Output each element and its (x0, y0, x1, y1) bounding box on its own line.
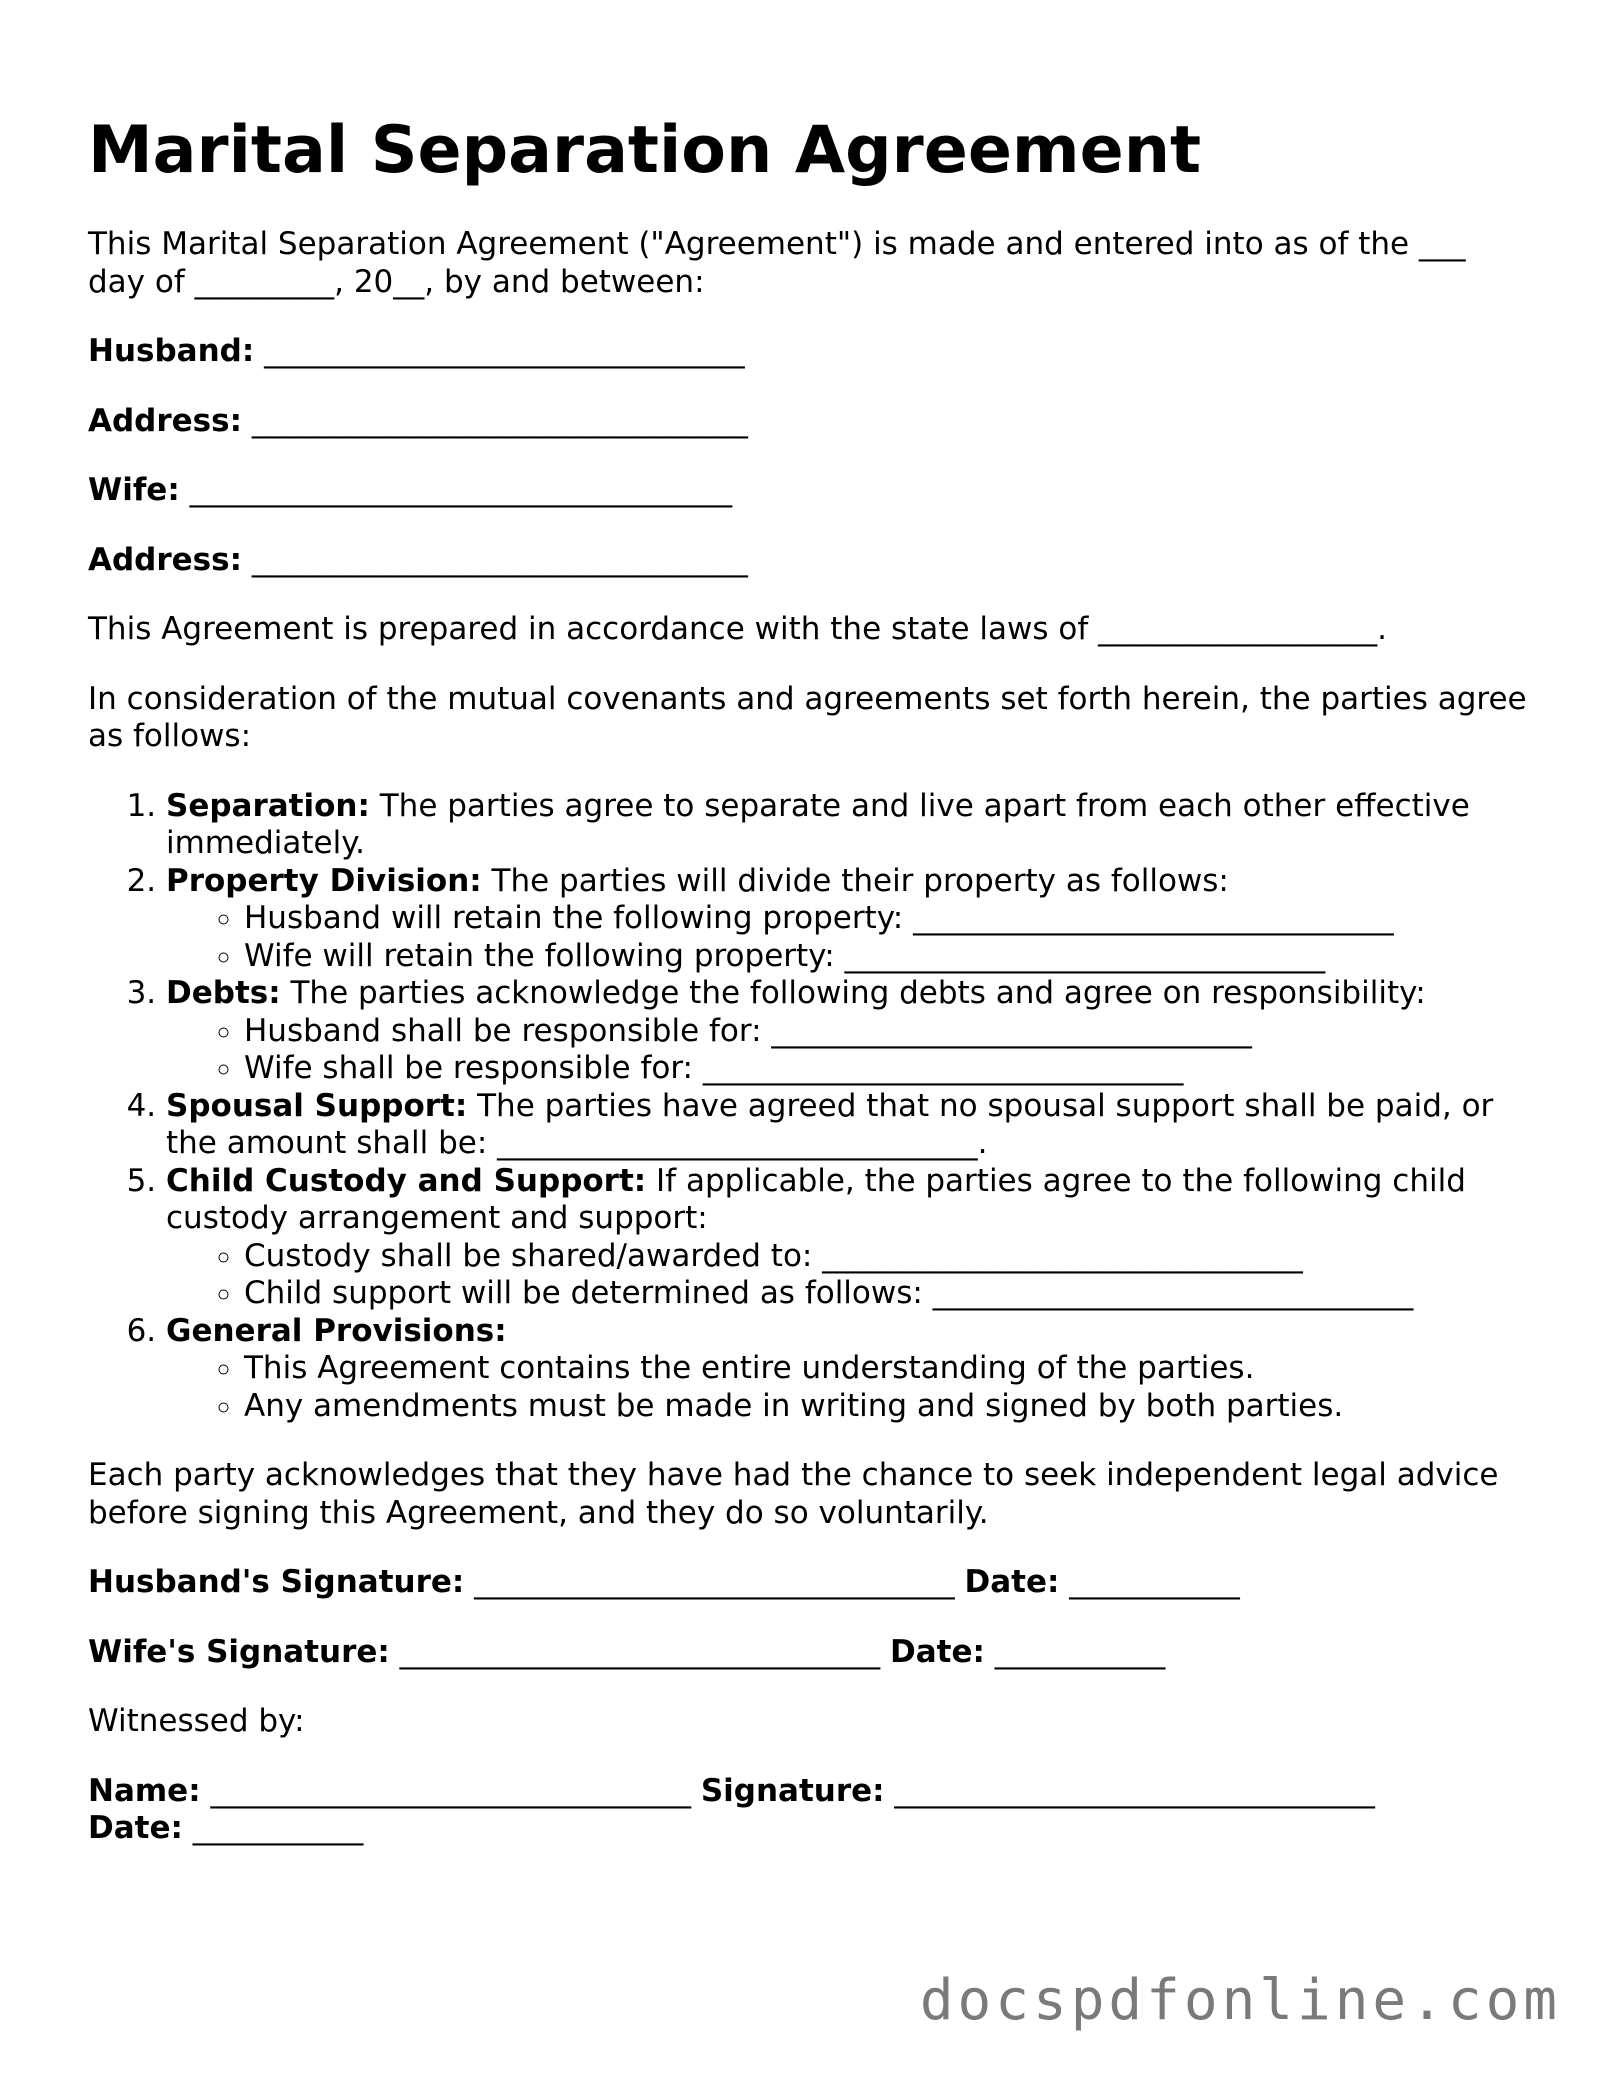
husband-name-blank: _______________________________ (264, 333, 745, 369)
custody-subitems (166, 1238, 1528, 1313)
witness-date-label: Date: (88, 1810, 183, 1846)
state-law-paragraph: This Agreement is prepared in accordance with the state laws of __________________. (88, 611, 1387, 647)
term-heading: General Provisions: (166, 1312, 507, 1349)
husband-name-label: Husband: (88, 333, 255, 369)
husband-date-label: Date: (964, 1564, 1060, 1600)
witness-heading: Witnessed by: (88, 1703, 305, 1739)
debts-subitems (166, 1013, 1528, 1088)
wife-signature-row (88, 1634, 1528, 1672)
husband-address-label: Address: (88, 402, 242, 439)
husband-signature-blank: _______________________________ (474, 1564, 955, 1600)
wife-name-blank: ___________________________________ (189, 472, 733, 508)
watermark-text: docspdfonline.com (919, 1968, 1561, 2033)
general-subitems (166, 1350, 1528, 1425)
term-text: The parties agree to separate and live apart from each other effective immediately. (166, 787, 1470, 861)
term-heading: Debts: (166, 975, 281, 1011)
term-text: If applicable, the parties agree to the following child custody arrangement and support: (166, 1162, 1466, 1236)
term-text: The parties have agreed that no spousal support shall be paid, or the amount shall be: _______________________________. (166, 1087, 1494, 1161)
witness-signature-label: Signature: (700, 1772, 885, 1809)
list-item: ◦ Child support will be determined as follows: _______________________________ (244, 1275, 1528, 1313)
list-item: ◦ Husband shall be responsible for: _______________________________ (244, 1013, 1528, 1051)
term-heading: Separation: (166, 787, 370, 824)
list-item: ◦ Custody shall be shared/awarded to: _______________________________ (244, 1238, 1528, 1276)
term-text: The parties will divide their property as follows: (481, 862, 1229, 899)
list-item: ◦ Any amendments must be made in writing and signed by both parties. (244, 1388, 1528, 1426)
property-subitems (166, 900, 1528, 975)
term-heading: Spousal Support: (166, 1087, 468, 1124)
term-separation (166, 788, 1528, 863)
document-page (88, 112, 1528, 1848)
wife-name-label: Wife: (88, 472, 180, 508)
husband-address-blank: ________________________________ (251, 402, 748, 439)
wife-name-field (88, 472, 1528, 510)
husband-name-field (88, 333, 1528, 371)
wife-signature-label: Wife's Signature: (88, 1633, 390, 1670)
list-item: ◦ Husband will retain the following property: _______________________________ (244, 900, 1528, 938)
husband-date-blank: ___________ (1069, 1564, 1240, 1600)
term-child-custody (166, 1163, 1528, 1313)
list-item: ◦ Wife will retain the following property: _______________________________ (244, 938, 1528, 976)
husband-signature-label: Husband's Signature: (88, 1564, 465, 1600)
terms-list (88, 788, 1528, 1426)
witness-signature-blank: _______________________________ (894, 1772, 1375, 1809)
wife-address-blank: ________________________________ (251, 541, 748, 578)
husband-signature-row (88, 1564, 1528, 1602)
witness-date-blank: ___________ (192, 1810, 364, 1846)
term-heading: Child Custody and Support: (166, 1162, 647, 1199)
wife-date-blank: ___________ (994, 1633, 1166, 1670)
list-item: ◦ This Agreement contains the entire understanding of the parties. (244, 1350, 1528, 1388)
term-heading: Property Division: (166, 862, 482, 899)
consideration-paragraph: In consideration of the mutual covenants and agreements set forth herein, the parties agree as follows: (88, 680, 1527, 754)
acknowledgment-paragraph: Each party acknowledges that they have had the chance to seek independent legal advice before signing this Agreement, and they do so voluntarily. (88, 1457, 1499, 1531)
term-debts (166, 975, 1528, 1088)
term-spousal-support (166, 1088, 1528, 1163)
list-item: ◦ Wife shall be responsible for: _______________________________ (244, 1050, 1528, 1088)
wife-address-label: Address: (88, 541, 242, 578)
wife-address-field (88, 542, 1528, 580)
term-general-provisions (166, 1313, 1528, 1426)
witness-block (88, 1773, 1528, 1848)
wife-signature-blank: _______________________________ (399, 1633, 881, 1670)
wife-date-label: Date: (890, 1633, 985, 1670)
husband-address-field (88, 403, 1528, 441)
term-property-division (166, 863, 1528, 976)
term-text: The parties acknowledge the following debts and agree on responsibility: (280, 975, 1426, 1011)
witness-name-label: Name: (88, 1772, 201, 1809)
intro-paragraph: This Marital Separation Agreement ("Agreement") is made and entered into as of the ___ day of _________, 20__, by and between: (88, 226, 1466, 300)
document-title: Marital Separation Agreement (88, 113, 1202, 188)
witness-name-blank: _______________________________ (210, 1772, 691, 1809)
